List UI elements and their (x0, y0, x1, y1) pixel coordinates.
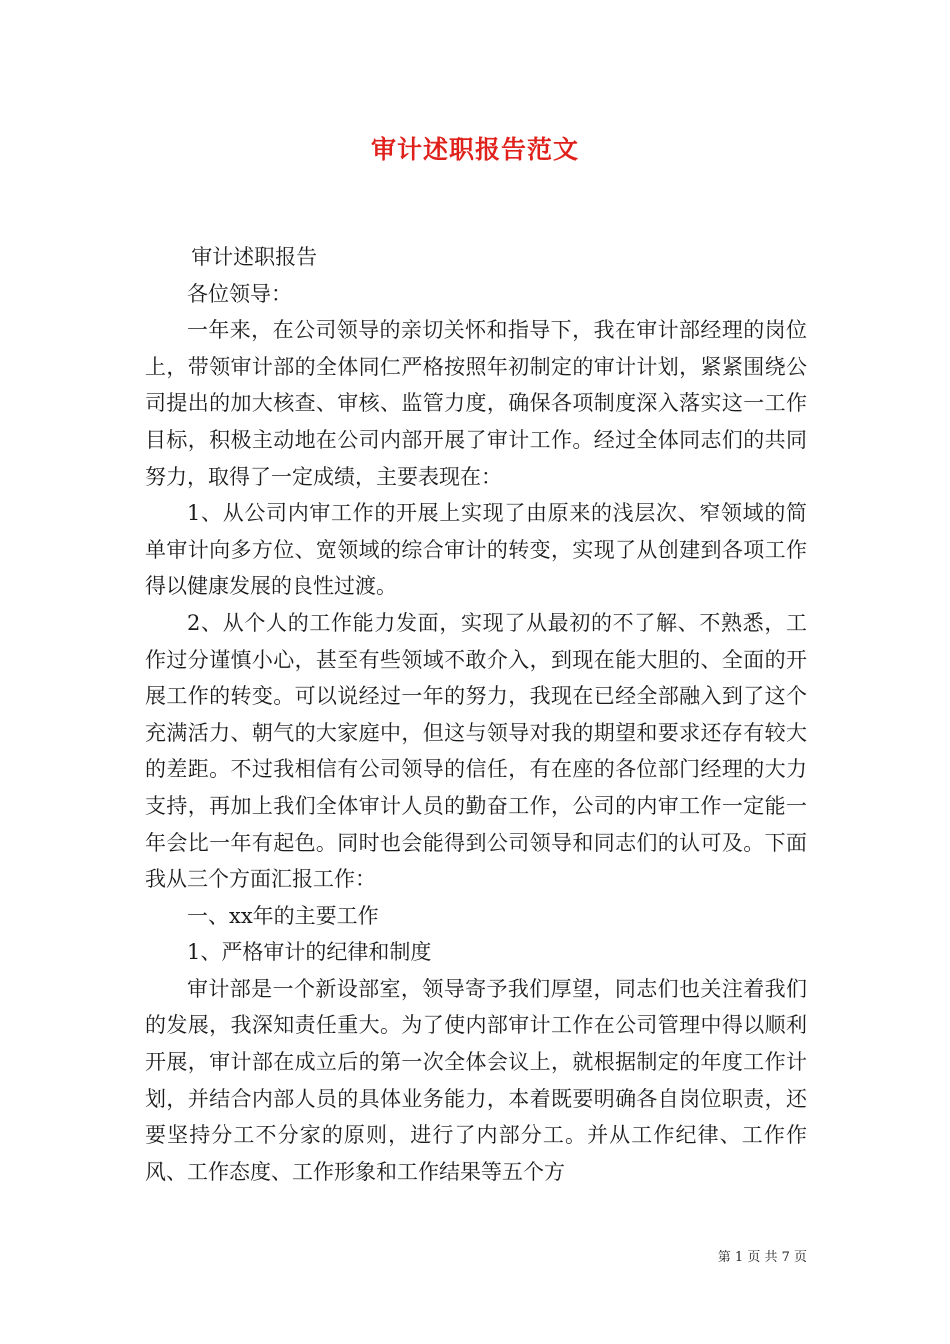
document-title: 审计述职报告范文 (370, 135, 579, 164)
paragraph-salutation: 各位领导： (187, 281, 292, 306)
paragraph-audit-department: 审计部是一个新设部室，领导寄予我们厚望，同志们也关注着我们的发展，我深知责任重大。为了使内部审计工作在公司管理中得以顺利开展，审计部在成立后的第一次全体会议上，就根据制定的年度工作计划，并结合内部人员的具体业务能力，本着既要明确各自岗位职责，还要坚持分工不分家的原则，进行了内部分工。并从工作纪律、工作作风、工作态度、工作形象和工作结果等五个方 (145, 976, 807, 1184)
document-body (145, 239, 807, 1190)
paragraph-point-1: 1、从公司内审工作的开展上实现了由原来的浅层次、窄领域的简单审计向多方位、宽领域的综合审计的转变，实现了从创建到各项工作得以健康发展的良性过渡。 (145, 501, 807, 599)
subsection-heading-discipline: 1、严格审计的纪律和制度 (187, 940, 432, 965)
section-heading-main-work: 一、xx年的主要工作 (187, 903, 379, 928)
page-number-footer: 第 1 页 共 7 页 (717, 1250, 807, 1265)
paragraph-intro: 一年来，在公司领导的亲切关怀和指导下，我在审计部经理的岗位上，带领审计部的全体同仁严格按照年初制定的审计计划，紧紧围绕公司提出的加大核查、审核、监管力度，确保各项制度深入落实这一工作目标，积极主动地在公司内部开展了审计工作。经过全体同志们的共同努力，取得了一定成绩，主要表现在： (145, 318, 807, 489)
paragraph-point-2: 2、从个人的工作能力发面，实现了从最初的不了解、不熟悉，工作过分谨慎小心，甚至有些领域不敢介入，到现在能大胆的、全面的开展工作的转变。可以说经过一年的努力，我现在已经全部融入到了这个充满活力、朝气的大家庭中，但这与领导对我的期望和要求还存有较大的差距。不过我相信有公司领导的信任，有在座的各位部门经理的大力支持，再加上我们全体审计人员的勤奋工作，公司的内审工作一定能一年会比一年有起色。同时也会能得到公司领导和同志们的认可及。下面我从三个方面汇报工作： (145, 610, 807, 892)
paragraph-report-heading: 审计述职报告 (191, 245, 318, 269)
